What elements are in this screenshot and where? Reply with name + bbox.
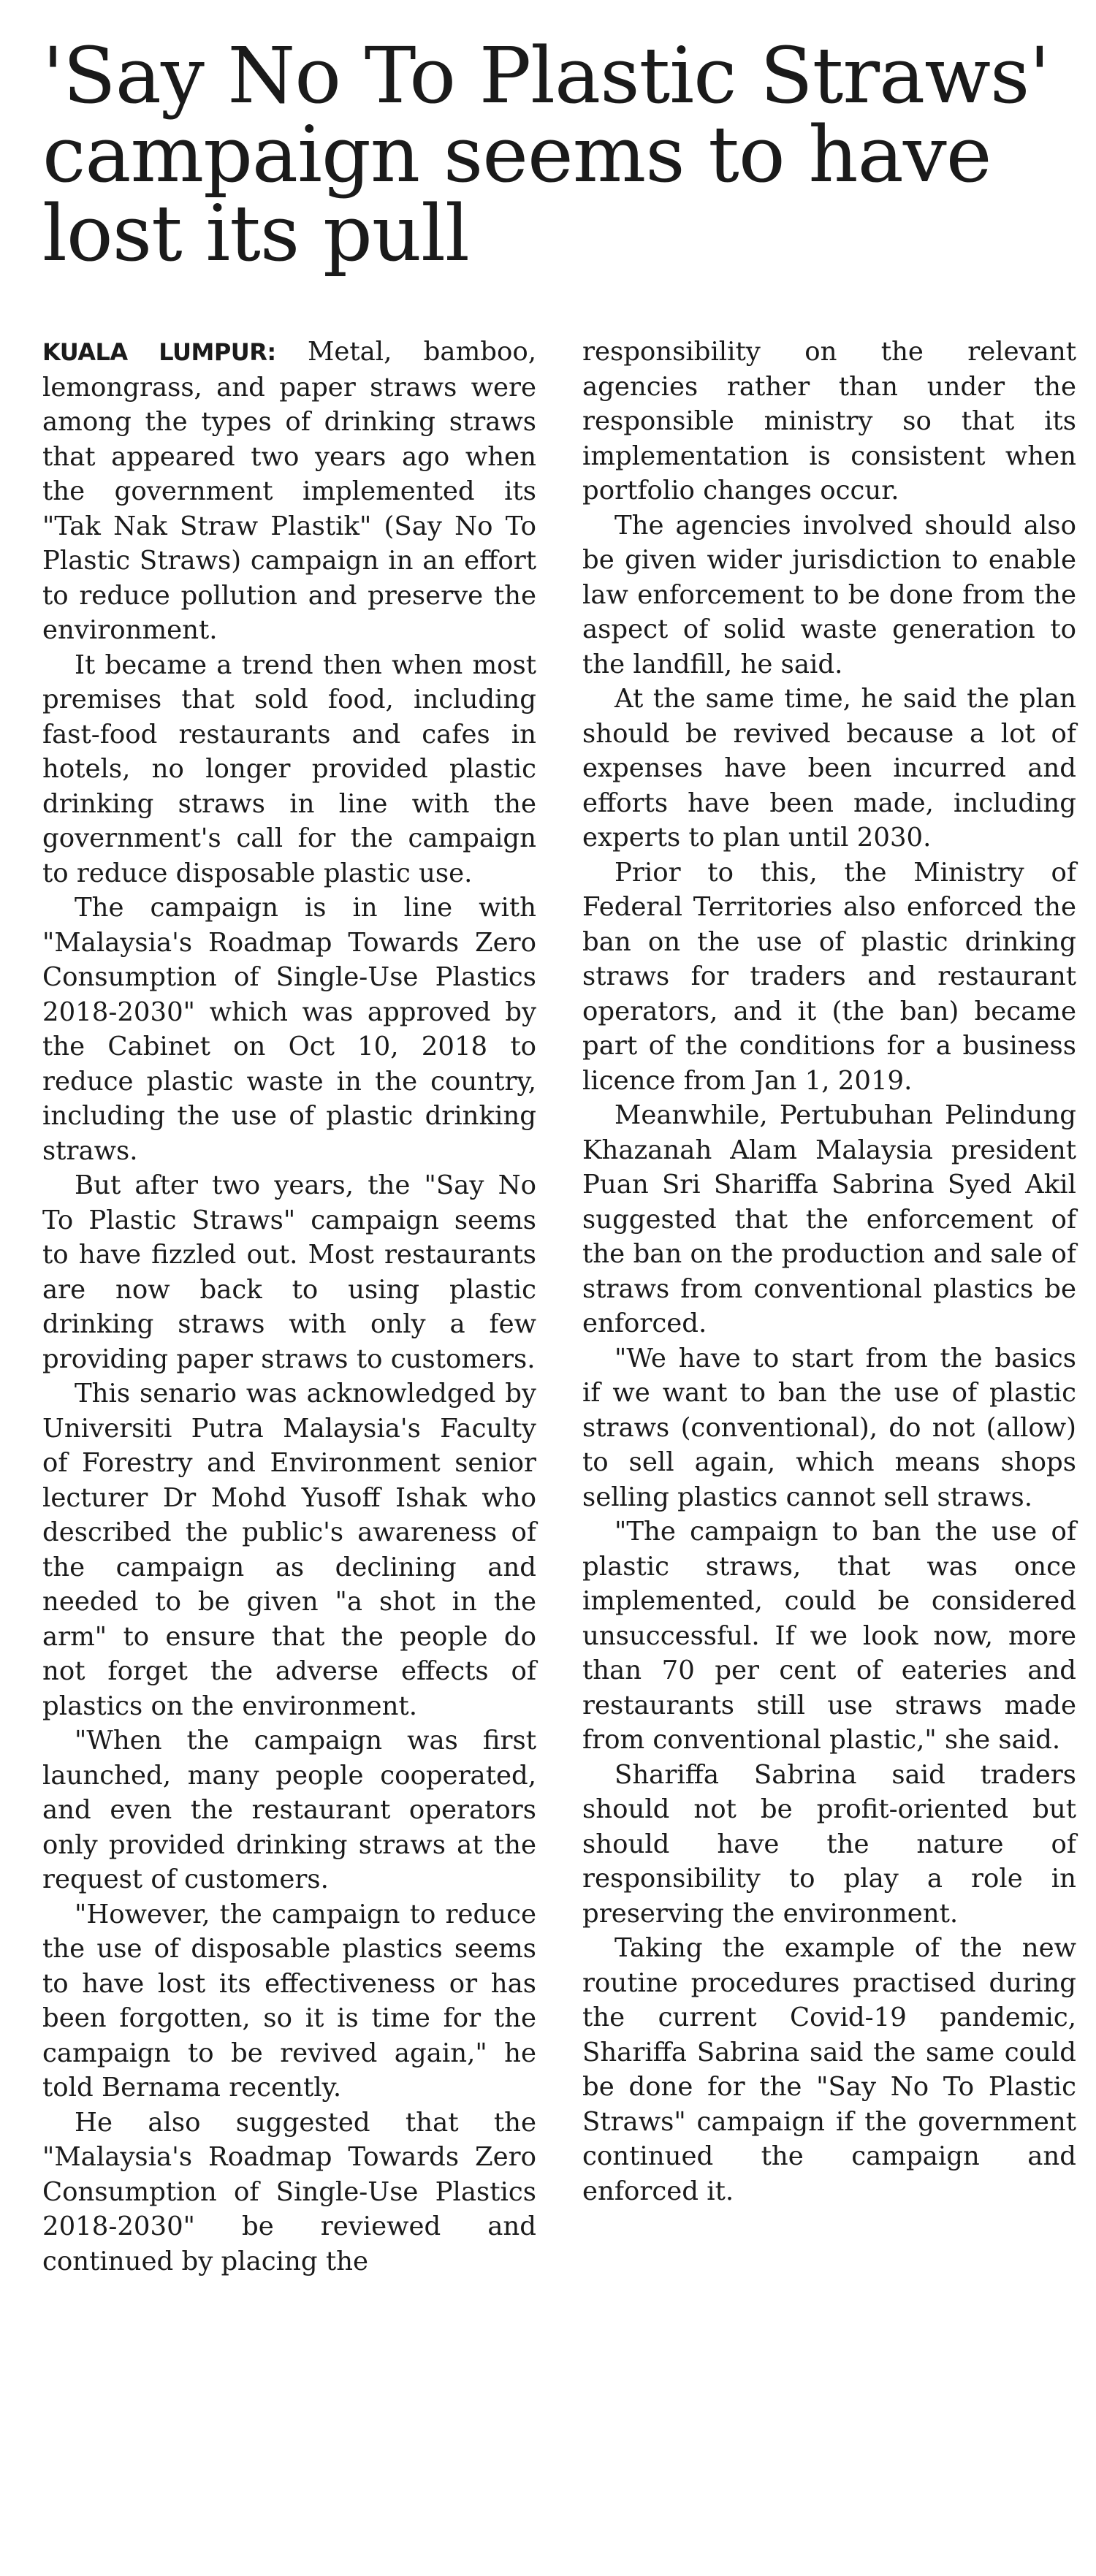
body-paragraph: The agencies involved should also be given wider jurisdiction to enable law enforcement to be done from the aspect of solid waste generation to the landfill, he said. (582, 510, 1076, 679)
body-paragraph: This senario was acknowledged by Universiti Putra Malaysia's Faculty of Forestry and Environment senior lecturer Dr Mohd Yusoff Ishak who described the public's awareness of the campaign as declining and needed to be given "a shot in the arm" to ensure that the people do not forget the adverse effects of plastics on the environment. (42, 1379, 536, 1721)
headline: 'Say No To Plastic Straws' campaign seems to have lost its pull (42, 31, 1050, 278)
body-paragraph: He also suggested that the "Malaysia's Roadmap Towards Zero Consumption of Single-Use Plastics 2018-2030" be reviewed and continued by placing the (42, 2107, 536, 2276)
body-paragraph: It became a trend then when most premises that sold food, including fast-food restaurants and cafes in hotels, no longer provided plastic drinking straws in line with the government's call for the campaign to reduce disposable plastic use. (42, 649, 536, 888)
body-paragraph: "However, the campaign to reduce the use of disposable plastics seems to have lost its effectiveness or has been forgotten, so it is time for the campaign to be revived again," he told Bernama recently. (42, 1899, 536, 2103)
body-paragraph: "We have to start from the basics if we want to ban the use of plastic straws (conventional), do not (allow) to sell again, which means shops selling plastics cannot sell straws. (582, 1343, 1076, 1512)
body-paragraph: Meanwhile, Pertubuhan Pelindung Khazanah Alam Malaysia president Puan Sri Shariffa Sabrina Syed Akil suggested that the enforcement of the ban on the production and sale of straws from conventional plastics be enforced. (582, 1100, 1076, 1338)
body-paragraph: But after two years, the "Say No To Plastic Straws" campaign seems to have fizzled out. Most restaurants are now back to using plastic drinking straws with only a few providing paper straws to customers. (42, 1170, 536, 1374)
body-paragraph: "The campaign to ban the use of plastic straws, that was once implemented, could be considered unsuccessful. If we look now, more than 70 per cent of eateries and restaurants still use straws made from conventional plastic," she said. (582, 1517, 1076, 1755)
body-paragraph: Shariffa Sabrina said traders should not be profit-oriented but should have the nature of responsibility to play a role in preserving the environment. (582, 1759, 1076, 1929)
lead-paragraph (42, 335, 536, 648)
article-column-left (42, 335, 536, 2279)
lead-text: Metal, bamboo, lemongrass, and paper straws were among the types of drinking straws that appeared two years ago when the government implemented its "Tak Nak Straw Plastik" (Say No To Plastic Straws) campaign in an effort to reduce pollution and preserve the environment. (42, 337, 536, 645)
dateline: KUALA LUMPUR: (42, 338, 276, 366)
article-column-right (582, 335, 1076, 2209)
body-paragraph: Taking the example of the new routine procedures practised during the current Covid-19 pandemic, Shariffa Sabrina said the same could be done for the "Say No To Plastic Straws" campaign if the government continued the campaign and enforced it. (582, 1933, 1076, 2206)
body-paragraph: The campaign is in line with "Malaysia's Roadmap Towards Zero Consumption of Single-Use Plastics 2018-2030" which was approved by the Cabinet on Oct 10, 2018 to reduce plastic waste in the country, including the use of plastic drinking straws. (42, 893, 536, 1166)
body-paragraph: "When the campaign was first launched, many people cooperated, and even the restaurant operators only provided drinking straws at the request of customers. (42, 1726, 536, 1894)
continued-paragraph: responsibility on the relevant agencies rather than under the responsible ministry so that its implementation is consistent when portfolio changes occur. (582, 337, 1076, 506)
body-paragraph: Prior to this, the Ministry of Federal Territories also enforced the ban on the use of plastic drinking straws for traders and restaurant operators, and it (the ban) became part of the conditions for a business licence from Jan 1, 2019. (582, 857, 1076, 1096)
body-paragraph: At the same time, he said the plan should be revived because a lot of expenses have been incurred and efforts have been made, including experts to plan until 2030. (582, 684, 1076, 853)
